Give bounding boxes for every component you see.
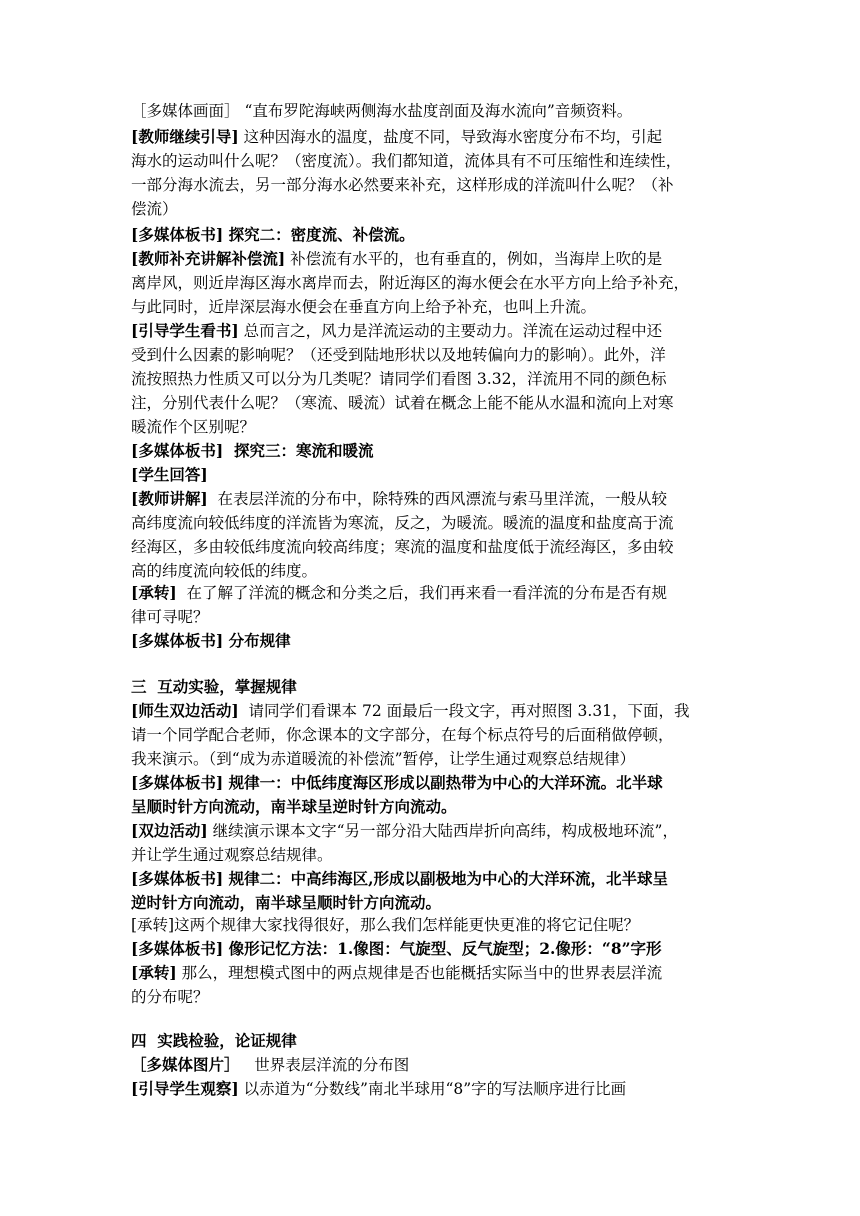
text-line [131,100,632,123]
text-line [131,344,666,367]
text-line [131,150,681,173]
text-line [131,368,666,391]
text-line [131,582,667,605]
body-text: 继续演示课本文字“另一部分沿大陆西岸折向高纬，构成极地环流”， [207,822,678,840]
body-text: “直布罗陀海峡两侧海水盐度剖面及海水流向”音频资料。 [239,102,633,120]
section-label: [学生回答] [131,465,208,484]
text-line [131,630,291,653]
body-text: 律可寻呢？ [131,608,209,626]
text-line [131,488,667,511]
body-text: 与此同时，近岸深层海水便会在垂直方向上给予补充，也叫上升流。 [131,298,597,316]
body-text: 在表层洋流的分布中，除特殊的西风漂流与索马里洋流，一般从较 [207,490,668,508]
section-label: [多媒体板书] [131,225,224,244]
section-label: [多媒体板书] [131,939,224,958]
text-line [131,962,662,985]
body-text: 分布规律 [223,631,291,650]
body-text: 规律一：中低纬度海区形成以副热带为中心的大洋环流。北半球 [223,773,663,792]
section-label: [承转] [131,916,175,934]
section-label: [教师补充讲解补偿流] [131,249,286,268]
body-text: 受到什么因素的影响呢？（还受到陆地形状以及地转偏向力的影响）。此外，洋 [131,346,666,364]
body-text: 离岸风，则近岸海区海水离岸而去，附近海区的海水便会在水平方向上给予补充， [131,274,690,292]
section-label: [师生双边活动] [131,701,239,720]
text-line [131,844,333,867]
body-text: 并让学生通过观察总结规律。 [131,846,333,864]
text-line [131,700,690,723]
section-label: 四 实践检验，论证规律 [131,1031,297,1050]
body-text: 海水的运动叫什么呢？（密度流）。我们都知道，流体具有不可压缩性和连续性， [131,152,682,170]
text-line [131,560,317,583]
text-line [131,248,662,271]
body-text: 那么，理想模式图中的两点规律是否也能概括实际当中的世界表层洋流 [176,964,663,982]
body-text: 像形记忆方法：1.像图：气旋型、反气旋型；2.像形：“8”字形 [223,939,662,958]
section-label: [多媒体板书] [131,631,224,650]
text-line [131,126,662,149]
body-text: 偿流） [131,200,178,218]
body-text: 高的纬度流向较低的纬度。 [131,562,318,580]
body-text: 的分布呢？ [131,988,209,1006]
text-line [131,296,596,319]
section-label: ［多媒体画面］ [131,102,240,120]
body-text: 请同学们看课本 72 面最后一段文字，再对照图 3.31，下面，我 [238,702,690,720]
section-label: 三 互动实验，掌握规律 [131,677,297,696]
body-text: 逆时针方向流动，南半球呈顺时针方向流动。 [131,893,442,912]
section-label: [多媒体板书] [131,441,224,460]
section-label: [教师讲解] [131,489,208,508]
text-line [131,892,441,915]
section-label: [教师继续引导] [131,127,239,146]
section-label: [多媒体板书] [131,869,224,888]
body-text: 探究三：寒流和暖流 [223,441,374,460]
section-label: ［多媒体图片］ [131,1055,240,1074]
text-line [131,1054,409,1077]
text-line [131,772,663,795]
text-line [131,724,674,747]
body-text: 以赤道为“分数线”南北半球用“8”字的写法顺序进行比画 [238,1080,627,1098]
text-line [131,320,662,343]
text-line [131,820,678,843]
body-text: 规律二：中高纬海区,形成以副极地为中心的大洋环流，北半球呈 [223,869,668,888]
text-line [131,914,639,937]
body-text: 高纬度流向较低纬度的洋流皆为寒流，反之，为暖流。暖流的温度和盐度高于流 [131,514,674,532]
text-line [131,868,668,891]
body-text: 这两个规律大家找得很好，那么我们怎样能更快更准的将它记住呢？ [174,916,640,934]
text-line [131,536,674,559]
body-text: 请一个同学配合老师，你念课本的文字部分，在每个标点符号的后面稍做停顿， [131,726,674,744]
body-text: 世界表层洋流的分布图 [239,1056,410,1074]
section-label: [引导学生看书] [131,321,239,340]
text-line [131,938,662,961]
text-line [131,512,674,535]
text-line [131,464,208,487]
text-line [131,224,415,247]
body-text: 总而言之，风力是洋流运动的主要动力。洋流在运动过程中还 [238,322,663,340]
section-label: [多媒体板书] [131,773,224,792]
text-line [131,676,297,699]
section-label: [承转] [131,583,177,602]
body-text: 补偿流有水平的，也有垂直的，例如，当海岸上吹的是 [285,250,663,268]
text-line [131,416,255,439]
text-line [131,606,209,629]
text-line [131,272,689,295]
text-line [131,1030,297,1053]
text-line [131,1078,626,1101]
text-line [131,440,373,463]
body-text: 我来演示。（到“成为赤道暖流的补偿流”暂停，让学生通过观察总结规律） [131,750,636,768]
body-text: 流按照热力性质又可以分为几类呢？请同学们看图 3.32，洋流用不同的颜色标 [131,370,667,388]
text-line [131,748,635,771]
text-line [131,174,674,197]
body-text: 呈顺时针方向流动，南半球呈逆时针方向流动。 [131,797,457,816]
text-line [131,392,674,415]
section-label: [承转] [131,963,177,982]
body-text: 经海区，多由较低纬度流向较高纬度；寒流的温度和盐度低于流经海区，多由较 [131,538,674,556]
text-line [131,986,209,1009]
body-text: 一部分海水流去，另一部分海水必然要来补充，这样形成的洋流叫什么呢？（补 [131,176,674,194]
text-line [131,198,178,221]
body-text: 暖流作个区别呢？ [131,418,256,436]
body-text: 注，分别代表什么呢？（寒流、暖流）试着在概念上能不能从水温和流向上对寒 [131,394,674,412]
body-text: 这种因海水的温度，盐度不同，导致海水密度分布不均，引起 [238,128,663,146]
body-text: 在了解了洋流的概念和分类之后，我们再来看一看洋流的分布是否有规 [176,584,668,602]
text-line [131,796,457,819]
section-label: [引导学生观察] [131,1079,239,1098]
section-label: [双边活动] [131,821,208,840]
body-text: 探究二：密度流、补偿流。 [223,225,415,244]
